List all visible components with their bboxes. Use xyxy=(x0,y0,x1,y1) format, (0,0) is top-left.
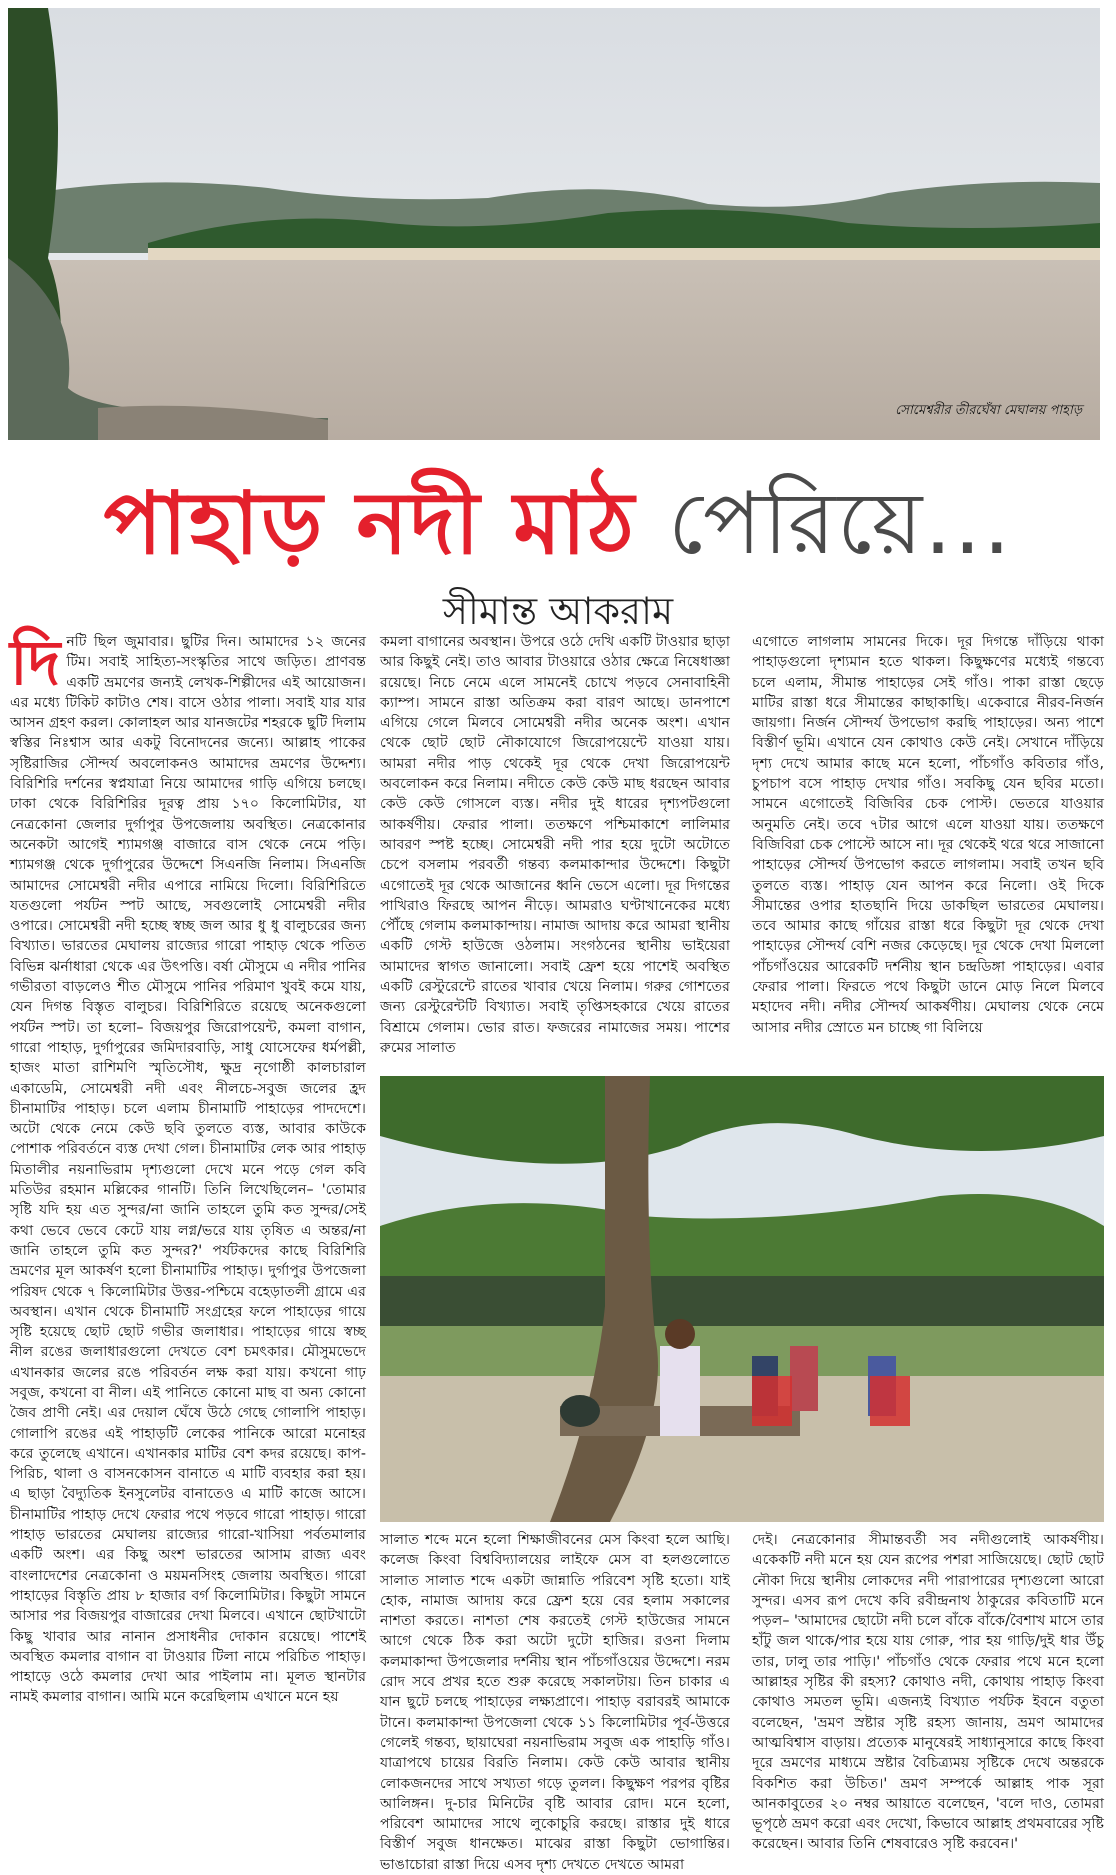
headline-part-red: পাহাড় নদী মাঠ xyxy=(103,474,637,574)
article-column-2-continued xyxy=(380,1530,730,1873)
drop-cap: দি xyxy=(10,626,61,699)
article-column-3-continued xyxy=(752,1530,1104,1853)
article-column-2 xyxy=(380,632,730,1064)
article-column-3 xyxy=(752,632,1104,1064)
travelers-lake-image xyxy=(380,1076,1104,1522)
column-3-text: এগোতে লাগলাম সামনের দিকে। দূর দিগন্তে দাঁড়িয়ে থাকা পাহাড়গুলো দৃশ্যমান হতে থাকল। কিছুক্ষণের মধ্যেই গন্তব্যে চলে এলাম, সীমান্ত পাহাড়ের সেই গাঁও। পাকা রাস্তা ছেড়ে মাটির রাস্তা ধরে সীমান্তের কাছাকাছি। একেবারে নীরব-নির্জন জায়গা। নির্জন সৌন্দর্য উপভোগ করছি পাহাড়ের। অন্য পাশে বিস্তীর্ণ ভূমি। এখানে যেন কোথাও কেউ নেই। সেখানে দাঁড়িয়ে দৃশ্য দেখে আমার কাছে মনে হলো, পাঁচগাঁও কবিতার গাঁও, চুপচাপ বসে পাহাড় দেখার গাঁও। সবকিছু যেন ছবির মতো। সামনে এগোতেই বিজিবির চেক পোস্ট। ভেতরে যাওয়ার অনুমতি নেই। তবে ৭টার আগে এলে যাওয়া যায়। ততক্ষণে বিজিবিরা চেক পোস্টে আসে না। দূর থেকেই থরে থরে সাজানো পাহাড়ের সৌন্দর্য উপভোগ করতে লাগলাম। সবাই তখন ছবি তুলতে ব্যস্ত। পাহাড় যেন আপন করে নিলো। ওই দিকে সীমান্তের ওপার হাতছানি দিয়ে ডাকছিল ভারতের মেঘালয়। তবে আমার কাছে গাঁয়ের রাস্তা ধরে কিছুটা দূর থেকে দেখা পাহাড়ের সৌন্দর্য বেশি নজর কেড়েছে। দূর থেকে দেখা মিললো পাঁচগাঁওয়ের আরেকটি দর্শনীয় স্থান চন্দ্রডিঙ্গা পাহাড়ের। এবার ফেরার পালা। ফিরতে পথে কিছুটা ডানে মোড় নিলে মিলবে মহাদেব নদী। নদীর সৌন্দর্য আকর্ষণীয়। মেঘালয় থেকে নেমে আসার নদীর স্রোতে মন চাচ্ছে গা বিলিয়ে xyxy=(752,634,1104,1036)
column-1-text: নটি ছিল জুমাবার। ছুটির দিন। আমাদের ১২ জনের টিম। সবাই সাহিত্য-সংস্কৃতির সাথে জড়িত। প্রাণবন্ত একটি ভ্রমণের জন্যই লেখক-শিল্পীদের এই আয়োজন। এর মধ্যে টিকিট কাটাও শেষ। বাসে ওঠার পালা। সবাই যার যার আসন গ্রহণ করল। কোলাহল আর যানজটের শহরকে ছুটি দিলাম স্বস্তির নিঃশ্বাস আর একটু বিনোদনের জন্যে। আল্লাহ পাকের সৃষ্টিরাজির সৌন্দর্য অবলোকনও আমাদের ভ্রমণের উদ্দেশ্য। বিরিশিরি দর্শনের স্বপ্নযাত্রা নিয়ে আমাদের গাড়ি এগিয়ে চলছে। ঢাকা থেকে বিরিশিরির দূরত্ব প্রায় ১৭০ কিলোমিটার, যা নেত্রকোনা জেলার দুর্গাপুর উপজেলায় অবস্থিত। নেত্রকোনার অনেকটা আগেই শ্যামগঞ্জ বাজারে বাস থেকে নেমে পড়ি। শ্যামগঞ্জ থেকে দুর্গাপুরের উদ্দেশে সিএনজি নিলাম। সিএনজি আমাদের সোমেশ্বরী নদীর এপারে নামিয়ে দিলো। বিরিশিরিতে যতগুলো পর্যটন স্পট আছে, সবগুলোই সোমেশ্বরী নদীর ওপারে। সোমেশ্বরী নদী হচ্ছে স্বচ্ছ জল আর ধু ধু বালুচরের জন্য বিখ্যাত। ভারতের মেঘালয় রাজ্যের গারো পাহাড় থেকে পতিত বিভিন্ন ঝর্নাধারা থেকে এর উৎপত্তি। বর্ষা মৌসুমে এ নদীর পানির গভীরতা বাড়লেও শীত মৌসুমে পানির পরিমাণ খুবই কমে যায়, যেন দিগন্ত বিস্তৃত বালুচর। বিরিশিরিতে রয়েছে অনেকগুলো পর্যটন স্পট। তা হলো– বিজয়পুর জিরোপয়েন্ট, কমলা বাগান, গারো পাহাড়, দুর্গাপুরের জমিদারবাড়ি, সাধু যোসেফের ধর্মপল্লী, হাজং মাতা রাশিমণি স্মৃতিসৌধ, ক্ষুদ্র নৃগোষ্ঠী কালচারাল একাডেমি, সোমেশ্বরী নদী এবং নীলচে-সবুজ জলের হ্রদ চীনামাটির পাহাড়। চলে এলাম চীনামাটি পাহাড়ের পাদদেশে। অটো থেকে নেমে কেউ ছবি তুলতে ব্যস্ত, আবার কাউকে পোশাক পরিবর্তনে ব্যস্ত দেখা গেল। চীনামাটির লেক আর পাহাড় মিতালীর নয়নাভিরাম দৃশ্যগুলো দেখে মনে পড়ে গেল কবি মতিউর রহমান মল্লিকের গানটি। তিনি লিখেছিলেন– 'তোমার সৃষ্টি যদি হয় এত সুন্দর/না জানি তাহলে তুমি কত সুন্দর/সেই কথা ভেবে ভেবে কেটে যায় লগ্ন/ভরে যায় তৃষিত এ অন্তর/না জানি তাহলে তুমি কত সুন্দর?' পর্যটকদের কাছে বিরিশিরি ভ্রমণের মূল আকর্ষণ হলো চীনামাটির পাহাড়। দুর্গাপুর উপজেলা পরিষদ থেকে ৭ কিলোমিটার উত্তর-পশ্চিমে বহেড়াতলী গ্রামে এর অবস্থান। এখান থেকে চীনামাটি সংগ্রহের ফলে পাহাড়ের গায়ে সৃষ্টি হয়েছে ছোট ছোট গভীর জলাধার। পাহাড়ের গায়ে স্বচ্ছ নীল রঙের জলাধারগুলো দেখতে বেশ চমৎকার। মৌসুমভেদে এখানকার জলের রঙে পরিবর্তন লক্ষ করা যায়। কখনো গাঢ় সবুজ, কখনো বা নীল। এই পানিতে কোনো মাছ বা অন্য কোনো জৈব প্রাণী নেই। এর দেয়াল ঘেঁষে উঠে গেছে গোলাপি পাহাড়। গোলাপি রঙের এই পাহাড়টি লেকের পানিকে আরো মনোহর করে তুলেছে এখানে। এখানকার মাটির বেশ কদর রয়েছে। কাপ-পিরিচ, থালা ও বাসনকোসন বানাতে এ মাটি ব্যবহার করা হয়। এ ছাড়া বৈদ্যুতিক ইনসুলেটর বানাতেও এ মাটি কাজে আসে। চীনামাটির পাহাড় দেখে ফেরার পথে পড়বে গারো পাহাড়। গারো পাহাড় ভারতের মেঘালয় রাজ্যের গারো-খাসিয়া পর্বতমালার একটি অংশ। এর কিছু অংশ ভারতের আসাম রাজ্য এবং বাংলাদেশের নেত্রকোনা ও ময়মনসিংহ জেলায় অবস্থিত। গারো পাহাড়ের বিস্তৃতি প্রায় ৮ হাজার বর্গ কিলোমিটার। কিছুটা সামনে আসার পর বিজয়পুর বাজারের দেখা মিলবে। এখানে ছোটখাটো কিছু খাবার আর নানান প্রসাধনীর দোকান রয়েছে। পাশেই অবস্থিত কমলার বাগান বা টাওয়ার টিলা নামে পরিচিত পাহাড়। পাহাড়ে ওঠে কমলার দেখা আর পাইলাম না। মূলত স্থানটার নামই কমলার বাগান। আমি মনে করেছিলাম এখানে মনে হয় xyxy=(10,634,366,1706)
article-column-1 xyxy=(10,626,366,1802)
column-3b-text: দেই। নেত্রকোনার সীমান্তবর্তী সব নদীগুলোই আকর্ষণীয়। একেকটি নদী মনে হয় যেন রূপের পশরা সাজিয়েছে। ছোট ছোট নৌকা দিয়ে স্থানীয় লোকদের নদী পারাপারের দৃশ্যগুলো আরো সুন্দর। এসব রূপ দেখে কবি রবীন্দ্রনাথ ঠাকুরের কবিতাটি মনে পড়ল– 'আমাদের ছোটো নদী চলে বাঁকে বাঁকে/বৈশাখ মাসে তার হাঁটু জল থাকে/পার হয়ে যায় গোরু, পার হয় গাড়ি/দুই ধার উঁচু তার, ঢালু তার পাড়ি।' পাঁচগাঁও থেকে ফেরার পথে মনে হলো আল্লাহর সৃষ্টির কী রহস্য? কোথাও নদী, কোথায় পাহাড় কিংবা কোথাও সমতল ভূমি। এজন্যই বিখ্যাত পর্যটক ইবনে বতুতা বলেছেন, 'ভ্রমণ স্রষ্টার সৃষ্টি রহস্য জানায়, ভ্রমণ আমাদের আত্মবিশ্বাস বাড়ায়। প্রত্যেক মানুষেরই সাধ্যানুসারে কাছে কিংবা দূরে ভ্রমণের মাধ্যমে স্রষ্টার বৈচিত্র্যময় সৃষ্টিকে দেখে অন্তরকে বিকশিত করা উচিত।' ভ্রমণ সম্পর্কে আল্লাহ পাক সূরা আনকাবুতের ২০ নম্বর আয়াতে বলেছেন, 'বলে দাও, তোমরা ভূপৃষ্ঠে ভ্রমণ করো এবং দেখো, কিভাবে আল্লাহ প্রথমবারের সৃষ্টি করেছেন। আবার তিনি শেষবারেও সৃষ্টি করবেন।' xyxy=(752,1532,1104,1853)
middle-photo-travelers xyxy=(380,1076,1104,1522)
river-landscape-image xyxy=(8,8,1100,440)
article-headline xyxy=(0,470,1116,578)
headline-part-grey: পেরিয়ে... xyxy=(668,474,1013,574)
top-photo-river-hills xyxy=(8,8,1100,440)
column-2b-text: সালাত শব্দে মনে হলো শিক্ষাজীবনের মেস কিংবা হলে আছি। কলেজ কিংবা বিশ্ববিদ্যালয়ের লাইফে মেস বা হলগুলোতে সালাত সালাত শব্দে একটা জান্নাতি পরিবেশ সৃষ্টি হতো। যাই হোক, নামাজ আদায় করে ফ্রেশ হয়ে বের হলাম সকালের নাশতা করতে। নাশতা শেষ করতেই গেস্ট হাউজের সামনে আগে থেকে ঠিক করা অটো দুটো হাজির। রওনা দিলাম কলমাকান্দা উপজেলার দর্শনীয় স্থান পাঁচগাঁওয়ের উদ্দেশে। নরম রোদ সবে প্রখর হতে শুরু করেছে সকালটায়। তিন চাকার এ যান ছুটে চলছে পাহাড়ের লক্ষ্যপ্রাণে। পাহাড় বরাবরই আমাকে টানে। কলমাকান্দা উপজেলা থেকে ১১ কিলোমিটার পূর্ব-উত্তরে গেলেই গন্তব্য, ছায়াঘেরা নয়নাভিরাম সবুজ এক পাহাড়ি গাঁও। যাত্রাপথে চায়ের বিরতি নিলাম। কেউ কেউ আবার স্থানীয় লোকজনদের সাথে সখ্যতা গড়ে তুলল। কিছুক্ষণ পরপর বৃষ্টির আলিঙ্গন। দু-চার মিনিটের বৃষ্টি আবার রোদ। মনে হলো, পরিবেশ আমাদের সাথে লুকোচুরি করছে। রাস্তার দুই ধারে বিস্তীর্ণ সবুজ ধানক্ষেত। মাঝের রাস্তা কিছুটা ভোগান্তির। ভাঙাচোরা রাস্তা দিয়ে এসব দৃশ্য দেখতে দেখতে আমরা xyxy=(380,1532,730,1873)
photo-caption: সোমেশ্বরীর তীরঘেঁষা মেঘালয় পাহাড় xyxy=(895,403,1082,418)
author-byline: সীমান্ত আকরাম xyxy=(442,589,674,633)
column-2-text: কমলা বাগানের অবস্থান। উপরে ওঠে দেখি একটি টাওয়ার ছাড়া আর কিছুই নেই। তাও আবার টাওয়ারে ওঠার ক্ষেত্রে নিষেধাজ্ঞা রয়েছে। নিচে নেমে এলে সামনেই চোখে পড়বে সেনাবাহিনী ক্যাম্প। সামনে রাস্তা অতিক্রম করা বারণ আছে। ডানপাশে এগিয়ে গেলে মিলবে সোমেশ্বরী নদীর অনেক অংশ। এখান থেকে ছোট ছোট নৌকাযোগে জিরোপয়েন্টে যাওয়া যায়। আমরা নদীর পাড় থেকেই দূর থেকে দেখা জিরোপয়েন্ট অবলোকন করে নিলাম। নদীতে কেউ কেউ মাছ ধরছেন আবার কেউ কেউ গোসলে ব্যস্ত। নদীর দুই ধারের দৃশ্যপটগুলো আকর্ষণীয়। ফেরার পালা। ততক্ষণে পশ্চিমাকাশে লালিমার আবরণ স্পষ্ট হচ্ছে। সোমেশ্বরী নদী পার হয়ে দুটো অটোতে চেপে বসলাম পরবর্তী গন্তব্য কলমাকান্দার উদ্দেশে। কিছুটা এগোতেই দূর থেকে আজানের ধ্বনি ভেসে এলো। দূর দিগন্তের পাখিরাও ফিরছে আপন নীড়ে। আমরাও ঘণ্টাখানেকের মধ্যে পৌঁছে গেলাম কলমাকান্দায়। নামাজ আদায় করে আমরা স্থানীয় একটি গেস্ট হাউজে ওঠলাম। সংগঠনের স্থানীয় ভাইয়েরা আমাদের স্বাগত জানালো। সবাই ফ্রেশ হয়ে পাশেই অবস্থিত একটি রেস্টুরেন্টে রাতের খাবার খেয়ে নিলাম। গরুর গোশতের জন্য রেস্টুরেন্টটি বিখ্যাত। সবাই তৃপ্তিসহকারে খেয়ে রাতের বিশ্রামে গেলাম। ভোর রাত। ফজরের নামাজের সময়। পাশের রুমের সালাত xyxy=(380,634,730,1056)
